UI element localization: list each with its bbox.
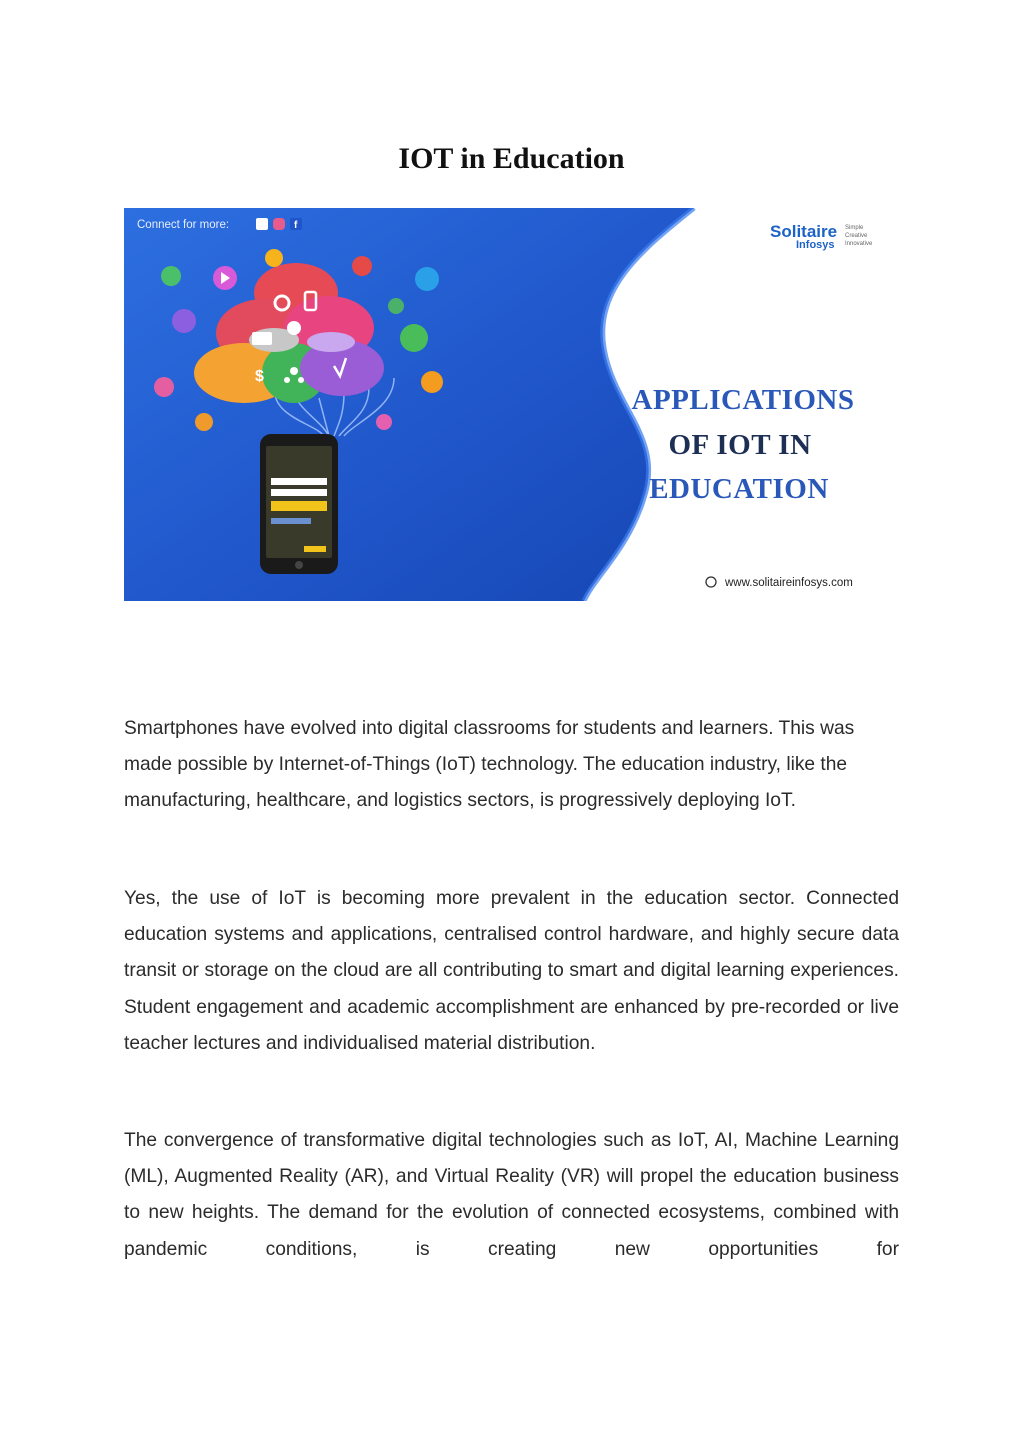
paragraph-3: The convergence of transformative digital technologies such as IoT, AI, Machine Learning (ML), Augmented Reality (AR), and Virtual Reality (VR) will propel the education business to new heights. The demand for the evolution of connected ecosystems, combined with pandemic conditions, is creating new opportunities for [124,1130,899,1260]
banner-heading-line-1: APPLICATIONS [631,384,855,416]
linkedin-icon [256,218,268,230]
banner-heading-line-3: EDUCATION [649,473,829,505]
banner-heading-line-2: OF IOT IN [668,429,812,461]
banner-image [124,208,900,601]
paragraph-2: Yes, the use of IoT is becoming more prevalent in the education sector. Connected education systems and applications, centralised control hardware, and highly secure data transit or storage on the cloud are all contributing to smart and digital learning experiences. Student engagement and academic accomplishment are enhanced by pre-recorded or live teacher lectures and individualised material distribution. [124,888,899,1054]
svg-text:$: $ [255,368,264,385]
svg-text:f: f [294,220,298,231]
website-url: www.solitaireinfosys.com [725,577,853,589]
instagram-icon [273,218,285,230]
page-title: IOT in Education [398,142,625,176]
svg-text:Infosys: Infosys [796,239,835,251]
smartphone-illustration [260,434,338,574]
svg-text:Innovative: Innovative [845,241,873,247]
wave-background [124,208,694,601]
svg-text:Simple: Simple [845,225,864,231]
connect-label: Connect for more: [137,219,230,231]
brand-logo [770,222,873,251]
svg-text:Solitaire: Solitaire [770,222,838,241]
paragraph-1: Smartphones have evolved into digital classrooms for students and learners. This was made possible by Internet-of-Things (IoT) technology. The education industry, like the manufacturing, healthcare, and logistics sectors, is progressively deploying IoT. [124,718,855,812]
svg-text:Creative: Creative [845,233,868,239]
globe-icon [706,577,716,587]
